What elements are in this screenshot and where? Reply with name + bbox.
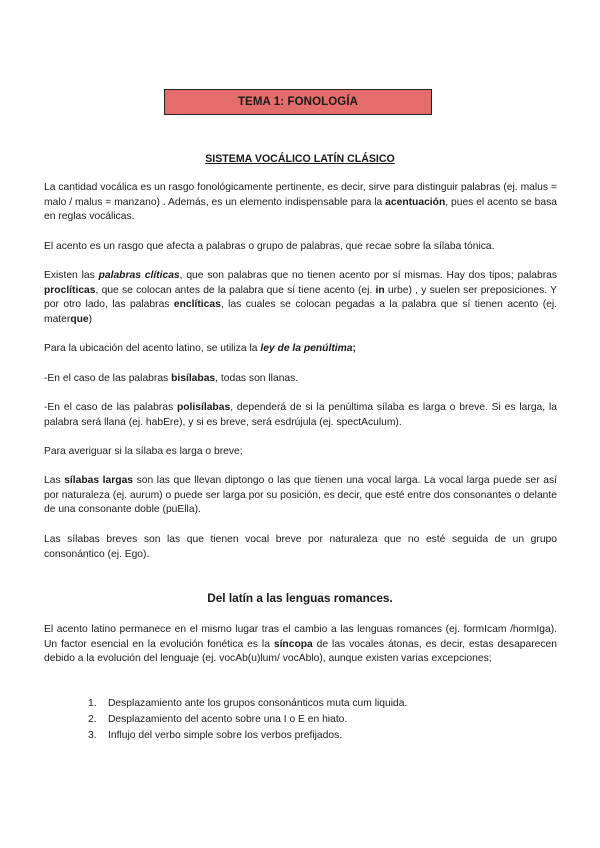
- paragraph-accent-definition: El acento es un rasgo que afecta a palabras o grupo de palabras, que recae sobre la sílaba tónica.: [44, 241, 495, 252]
- list-item: 1. Desplazamiento ante los grupos consonánticos muta cum liquida.: [88, 698, 408, 709]
- paragraph-silabas-breves: Las sílabas breves son las que tienen vocal breve por naturaleza que no esté seguida de un grupo consonántico (ej. Ego).: [44, 534, 557, 560]
- exceptions-list: [88, 696, 548, 743]
- term-procliticas: proclíticas: [44, 284, 96, 296]
- paragraph-acento-romance: El acento latino permanece en el mismo lugar tras el cambio a las lenguas romances (ej. formIcam /hormIga). Un factor esencial en la evolución fonética es la síncopa de las vocales átonas, es decir, estas desaparecen debido a la evolución del lenguaje (ej. vocAb(u)lum/ vocAblo), aunque existen varias excepciones;: [44, 624, 558, 665]
- paragraph-ley-penultima: Para la ubicación del acento latino, se utiliza la ley de la penúltima;: [44, 343, 356, 354]
- paragraph-cliticas: Existen las palabras clíticas, que son palabras que no tienen acento por sí mismas. Hay dos tipos; palabras proclíticas, que se colocan antes de la palabra que sí tiene acento (ej. in urbe) , y suelen ser preposiciones. Y por otro lado, las palabras enclíticas, las cuales se colocan pegadas a la palabra que sí tienen acento (ej. materque): [44, 270, 557, 325]
- paragraph-silabas-largas: Las sílabas largas son las que llevan diptongo o las que tienen una vocal larga. La vocal larga puede ser así por naturaleza (ej. aurum) o puede ser larga por su posición, es decir, que esté entre dos consonantes o delante de una consonante doble (puElla).: [44, 475, 557, 516]
- term-acentuacion: acentuación: [385, 196, 446, 208]
- term-encliticas: enclíticas: [173, 299, 221, 311]
- paragraph-averiguar-silaba: Para averiguar si la sílaba es larga o breve;: [44, 446, 243, 457]
- list-item: 3. Influjo del verbo simple sobre los verbos prefijados.: [88, 729, 343, 741]
- paragraph-bisilabas: -En el caso de las palabras bisílabas, todas son llanas.: [44, 373, 299, 384]
- term-in: in: [375, 284, 385, 296]
- page-title: TEMA 1: FONOLOGÍA: [164, 89, 432, 115]
- term-ley-de-la-penultima: ley de la penúltima: [260, 343, 353, 354]
- section-heading-romance-languages: Del latín a las lenguas romances.: [207, 591, 393, 605]
- paragraph-polisilabas: -En el caso de las palabras polisílabas, dependerá de si la penúltima sílaba es larga o breve. Si es larga, la palabra será llana (ej. habEre), y si es breve, será esdrújula (ej. spectAculum).: [44, 402, 557, 428]
- list-item: 2. Desplazamiento del acento sobre una I o E en hiato.: [88, 713, 348, 725]
- term-palabras-cliticas: palabras clíticas: [98, 270, 180, 281]
- term-sincopa: síncopa: [273, 638, 313, 650]
- term-polisilabas: polisílabas: [176, 402, 231, 413]
- term-silabas-largas: sílabas largas: [64, 475, 134, 486]
- section-heading-vowel-system: SISTEMA VOCÁLICO LATÍN CLÁSICO: [205, 153, 395, 165]
- term-bisilabas: bisílabas: [171, 373, 216, 384]
- paragraph-vowel-quantity: La cantidad vocálica es un rasgo fonológicamente pertinente, es decir, sirve para distinguir palabras (ej. malus = malo / malus = manzano) . Además, es un elemento indispensable para la acentuación, pues el acento se basa en reglas vocálicas.: [44, 182, 557, 223]
- term-que: que: [70, 313, 89, 325]
